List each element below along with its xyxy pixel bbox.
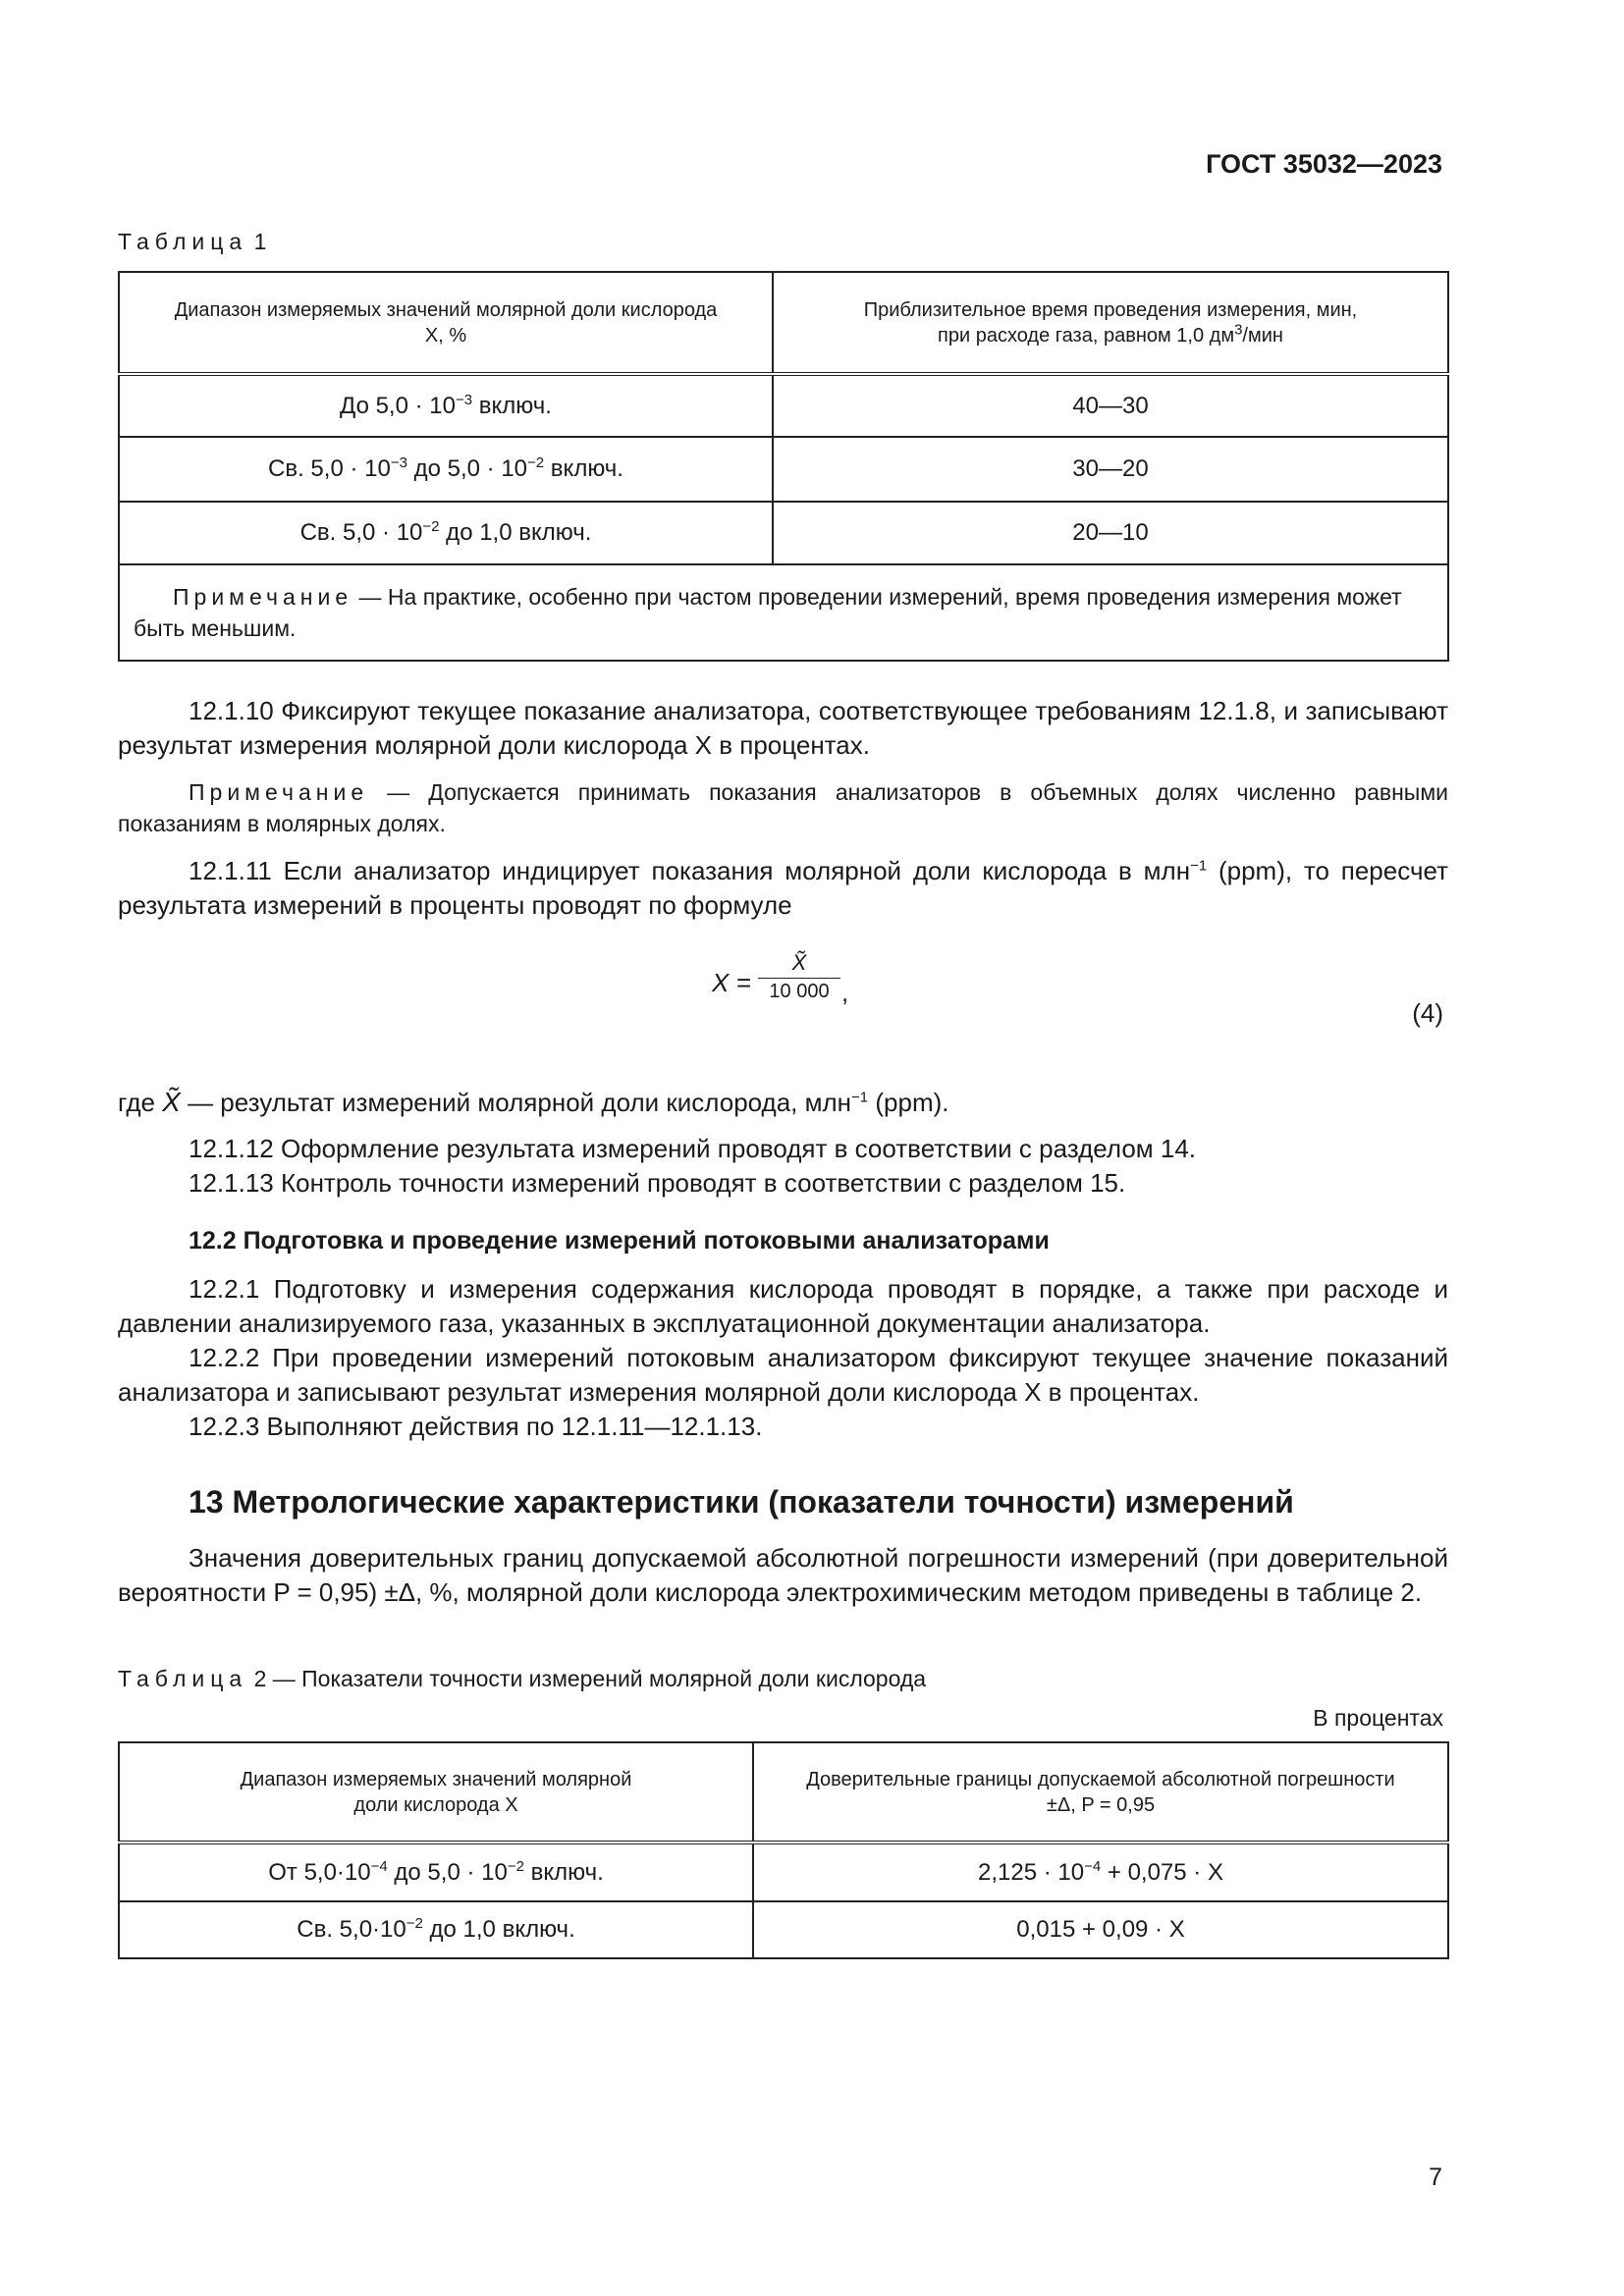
table1-col2-header-line2: при расходе газа, равном 1,0 дм: [938, 324, 1235, 347]
formula-lhs: X =: [712, 968, 751, 997]
range-cell: Св. $5,0 \cdot 10^{-3}$ до $5,0 \cdot 10^{-2}$ включ.: [119, 437, 773, 502]
table2-col1-header: Диапазон измеряемых значений молярной доли кислорода X: [119, 1742, 753, 1842]
note-text: — На практике, особенно при частом проведении измерений, время проведения измерения может быть меньшим.: [134, 584, 1402, 641]
table1-col2-header-line1: Приблизительное время проведения измерения, мин,: [863, 298, 1358, 321]
table-row: [119, 437, 1448, 502]
table1-col2-header: [773, 272, 1448, 374]
paragraph-12-1-11: 12.1.11 Если анализатор индицирует показания молярной доли кислорода в млн$^{-1}$ (ppm), то пересчет результата измерений в проценты проводят по формуле: [118, 856, 1448, 920]
range-cell: От $5,0\cdot 10^{-4}$ до $5,0 \cdot 10^{-2}$ включ.: [119, 1842, 753, 1901]
table2-units: В процентах: [1313, 1705, 1443, 1731]
paragraph-12-2-1: 12.2.1 Подготовку и измерения содержания кислорода проводят в порядке, а также при расходе и давлении анализируемого газа, указанных в эксплуатационной документации анализатора.: [118, 1274, 1448, 1338]
error-bound-cell: 0,015 + 0,09 · X: [753, 1901, 1448, 1958]
page-number: 7: [1429, 2163, 1442, 2191]
table1-header-row: [119, 272, 1448, 374]
paragraph-12-1-10: 12.1.10 Фиксируют текущее показание анализатора, соответствующее требованиям 12.1.8, и записывают результат измерения молярной доли кислорода X в процентах.: [118, 696, 1448, 760]
error-bound-cell: $2,125 \cdot 10^{-4} + 0,075 \cdot X$: [753, 1842, 1448, 1901]
table1-col1-header-line2: X, %: [424, 324, 467, 347]
paragraph-12-1-13: 12.1.13 Контроль точности измерений проводят в соответствии с разделом 15.: [189, 1168, 1126, 1198]
time-cell: 30—20: [773, 437, 1448, 502]
table2-header-row: [119, 1742, 1448, 1842]
x-tilde-symbol: X̃: [162, 1087, 181, 1117]
formula-explanation: где X̃ — результат измерений молярной доли кислорода, млн$^{-1}$ (ppm).: [118, 1087, 949, 1117]
table1-caption-word: Таблица: [118, 229, 248, 254]
paragraph-12-1-12: 12.1.12 Оформление результата измерений проводят в соответствии с разделом 14.: [189, 1134, 1197, 1163]
table1-col2-header-unit: /мин: [1242, 324, 1283, 347]
paragraph-12-2-3: 12.2.3 Выполняют действия по 12.1.11—12.1.13.: [189, 1412, 763, 1441]
table1-caption-num: 1: [253, 229, 267, 254]
section-heading-12-2: 12.2 Подготовка и проведение измерений потоковыми анализаторами: [189, 1227, 1050, 1255]
table-row: [119, 374, 1448, 437]
table1-note-row: [119, 564, 1448, 661]
table-row: [119, 502, 1448, 564]
table1-caption: [118, 229, 266, 255]
formula-fraction: [758, 950, 840, 1003]
document-header: ГОСТ 35032—2023: [1206, 149, 1442, 179]
table-row: [119, 1842, 1448, 1901]
table2: [118, 1741, 1449, 1959]
time-cell: 20—10: [773, 502, 1448, 564]
note-text: — Допускается принимать показания анализаторов в объемных долях численно равными показаниям в молярных долях.: [118, 779, 1448, 836]
formula-comma: ,: [841, 978, 849, 1007]
note-label: Примечание: [173, 584, 353, 610]
paragraph-13: Значения доверительных границ допускаемой абсолютной погрешности измерений (при доверительной вероятности P = 0,95) ±Δ, %, молярной доли кислорода электрохимическим методом приведены в таблице 2.: [118, 1543, 1448, 1607]
table1-note: [119, 564, 1448, 661]
formula-numerator: X̃: [791, 950, 807, 975]
paragraph-12-2-2: 12.2.2 При проведении измерений потоковым анализатором фиксируют текущее значение показаний анализатора и записывают результат измерения молярной доли кислорода X в процентах.: [118, 1343, 1448, 1407]
section-heading-13: 13 Метрологические характеристики (показатели точности) измерений: [189, 1484, 1294, 1520]
table1-col1-header-line1: Диапазон измеряемых значений молярной доли кислорода: [174, 298, 718, 321]
table2-caption: [118, 1666, 926, 1692]
note-paragraph: [118, 776, 1448, 839]
table1-col1-header: [119, 272, 773, 374]
formula-denominator: 10 000: [758, 978, 840, 1003]
note-label: Примечание: [189, 779, 369, 805]
range-cell: До $5,0 \cdot 10^{-3}$ включ.: [119, 374, 773, 437]
unit-exponent: 3: [1234, 320, 1243, 338]
range-cell: Св. $5,0\cdot 10^{-2}$ до 1,0 включ.: [119, 1901, 753, 1958]
time-cell: 40—30: [773, 374, 1448, 437]
formula-number: (4): [1412, 998, 1443, 1028]
table-row: [119, 1901, 1448, 1958]
table2-caption-text: 2 — Показатели точности измерений молярной доли кислорода: [247, 1666, 927, 1691]
table1: [118, 271, 1449, 662]
range-cell: Св. $5,0 \cdot 10^{-2}$ до 1,0 включ.: [119, 502, 773, 564]
table2-col2-header: Доверительные границы допускаемой абсолютной погрешности ±Δ, P = 0,95: [753, 1742, 1448, 1842]
table2-caption-word: Таблица: [118, 1666, 248, 1691]
